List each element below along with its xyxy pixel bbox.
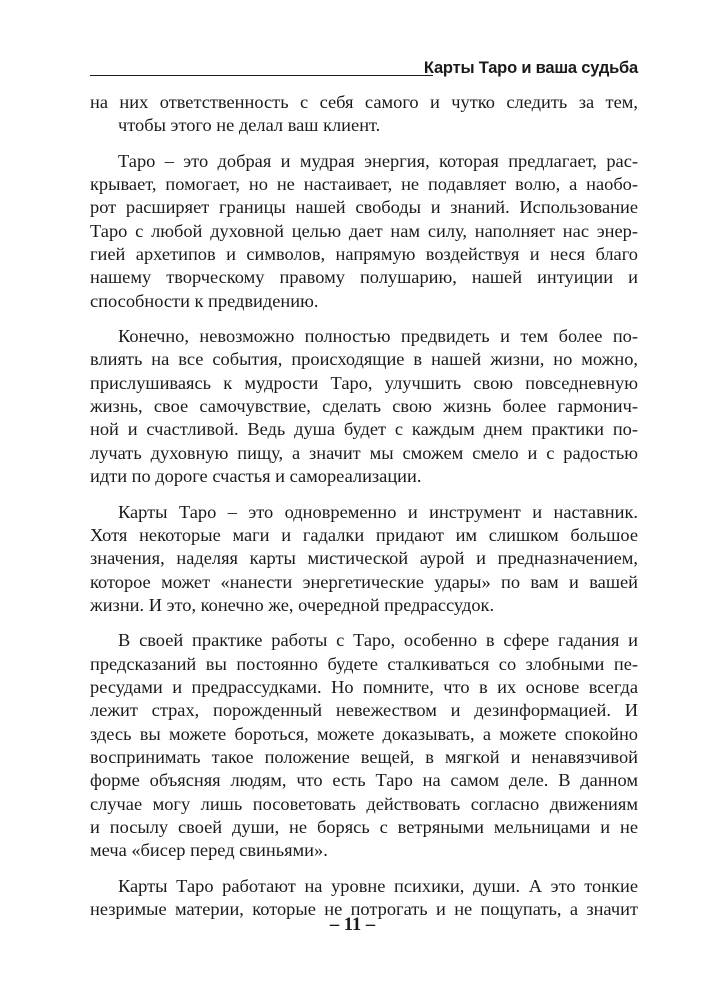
- text-line: рот расширяет границы нашей свободы и знаний. Использование: [90, 197, 638, 218]
- running-header-title: Карты Таро и ваша судьба: [423, 59, 638, 77]
- text-line: случае могу лишь посоветовать действовать согласно движениям: [90, 793, 638, 814]
- text-line: меча «бисер перед свиньями».: [90, 840, 328, 861]
- text-line: идти по дороге счастья и самореализации.: [90, 466, 422, 487]
- text-line: Карты Таро работают на уровне психики, души. А это тонкие: [118, 875, 638, 896]
- text-line: которое может «нанести энергетические удары» по вам и вашей: [90, 571, 638, 592]
- text-line: лучать духовную пищу, а значит мы сможем смело и с радостью: [90, 442, 638, 463]
- text-line: прислушиваясь к мудрости Таро, улучшить свою повседневную: [90, 372, 638, 393]
- text-line: значения, наделяя карты мистической аурой и предназначением,: [90, 548, 638, 569]
- text-line: и посылу своей души, не борясь с ветряными мельницами и не: [90, 816, 638, 837]
- text-line: Конечно, невозможно полностью предвидеть и тем более по-: [118, 326, 638, 347]
- text-line: Хотя некоторые маги и гадалки придают им слишком большое: [90, 524, 638, 545]
- paragraph: [90, 629, 638, 862]
- text-line: Карты Таро – это одновременно и инструмент и наставник.: [118, 501, 638, 522]
- body-text: [90, 91, 638, 933]
- text-line: ресудами и предрассудками. Но помните, что в их основе всегда: [90, 676, 638, 697]
- text-line: воспринимать такое положение вещей, в мягкой и ненавязчивой: [90, 746, 638, 767]
- text-line: жизнь, свое самочувствие, сделать свою жизнь более гармонич-: [90, 396, 638, 417]
- paragraph: [90, 325, 638, 488]
- header-rule: [90, 75, 433, 76]
- paragraph: [90, 91, 638, 138]
- text-line: чтобы этого не делал ваш клиент.: [118, 115, 381, 136]
- running-header: [90, 58, 638, 80]
- text-line: способности к предвидению.: [90, 290, 319, 311]
- text-line: Таро – это добрая и мудрая энергия, которая предлагает, рас-: [118, 150, 638, 171]
- text-line: лежит страх, порожденный невежеством и дезинформацией. И: [90, 700, 638, 721]
- text-line: В своей практике работы с Таро, особенно в сфере гадания и: [118, 630, 638, 651]
- text-line: нашему творческому правому полушарию, нашей интуиции и: [90, 267, 638, 288]
- text-line: ной и счастливой. Ведь душа будет с каждым днем практики по-: [90, 419, 638, 440]
- text-line: крывает, помогает, но не настаивает, не подавляет волю, а наобо-: [90, 174, 638, 195]
- paragraph: [90, 150, 638, 313]
- text-line: жизни. И это, конечно же, очередной предрассудок.: [90, 594, 495, 615]
- text-line: влиять на все события, происходящие в нашей жизни, но можно,: [90, 349, 638, 370]
- paragraph: [90, 501, 638, 618]
- text-line: на них ответственность с себя самого и чутко следить за тем,: [90, 92, 638, 112]
- text-line: незримые материи, которые не потрогать и не пощупать, а значит: [90, 899, 638, 919]
- text-line: Таро с любой духовной целью дает нам силу, наполняет нас энер-: [90, 220, 638, 241]
- text-line: здесь вы можете бороться, можете доказывать, а можете спокойно: [90, 723, 638, 744]
- text-line: форме объясняя людям, что есть Таро на самом деле. В данном: [90, 770, 638, 791]
- text-line: гией архетипов и символов, напрямую воздействуя и неся благо: [90, 244, 638, 265]
- page-number: – 11 –: [329, 915, 376, 935]
- text-line: предсказаний вы постоянно будете сталкиваться со злобными пе-: [90, 653, 638, 674]
